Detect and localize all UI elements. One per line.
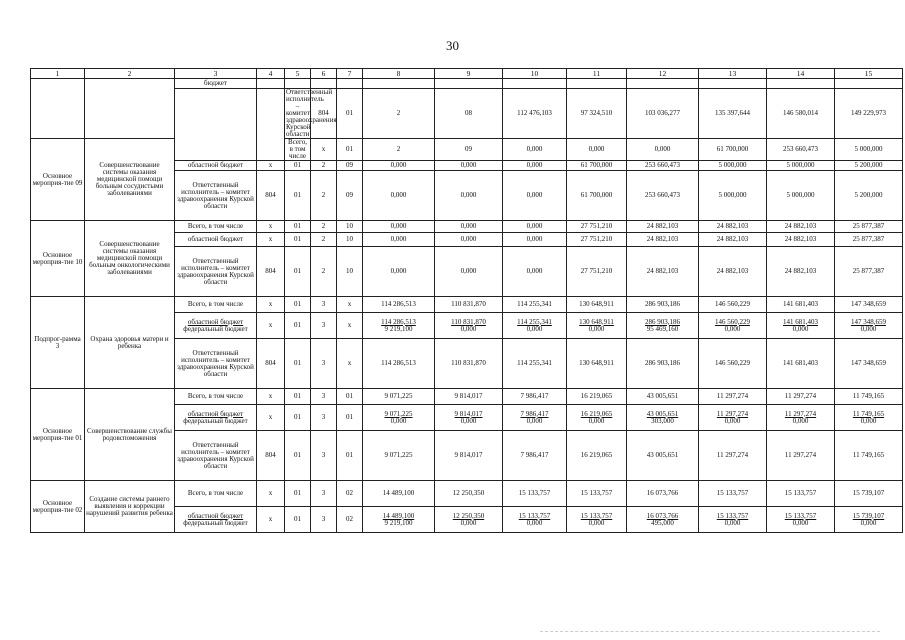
budget-table (30, 68, 903, 533)
amount-cell: 24 882,103 (767, 247, 835, 297)
amount-cell: 24 882,103 (767, 221, 835, 233)
grbs-code-cell: х (257, 297, 285, 313)
funding-source-cell (175, 313, 257, 339)
funding-source-cell: Ответственный исполнитель – комитет здравоохранения Курской области (175, 171, 257, 221)
amount-cell: 5 000,000 (699, 171, 767, 221)
amount-federal: 0,000 (588, 416, 605, 425)
amount-cell: 9 071,225 (363, 389, 435, 405)
amount-federal: 9 219,100 (384, 518, 413, 527)
amount-federal: 495,000 (651, 518, 674, 527)
amount-regional: 14 489,100 (382, 511, 415, 520)
amount-cell: 146 560,229 (699, 339, 767, 389)
amount-cell: 0,000 (435, 161, 503, 171)
rz-code-cell: 01 (285, 233, 311, 247)
funding-source-cell: Всего, в том числе (175, 389, 257, 405)
funding-source-regional: областной бюджет (187, 511, 244, 520)
amount-regional: 9 071,225 (384, 409, 413, 418)
amount-cell: 0,000 (503, 161, 567, 171)
amount-cell: 25 877,387 (835, 221, 903, 233)
pr-code-cell: 3 (311, 297, 337, 313)
amount-federal: 0,000 (526, 324, 543, 333)
csr-code-cell: 10 (337, 247, 363, 297)
amount-federal: 0,000 (860, 416, 877, 425)
amount-cell: 0,000 (363, 161, 435, 171)
funding-source-cell: Ответственный исполнитель – комитет здравоохранения Курской области (175, 431, 257, 481)
amount-cell: 24 882,103 (627, 247, 699, 297)
amount-regional: 16 073,766 (646, 511, 679, 520)
amount-cell: 0,000 (363, 221, 435, 233)
amount-cell (699, 405, 767, 431)
amount-federal: 0,000 (460, 416, 477, 425)
amount-cell: 141 681,403 (767, 339, 835, 389)
amount-cell: 0,000 (503, 171, 567, 221)
amount-regional: 15 133,757 (518, 511, 551, 520)
csr-code-cell: 09 (337, 171, 363, 221)
empty-cell (337, 79, 363, 89)
rz-code-cell: 01 (285, 221, 311, 233)
amount-cell: 103 036,277 (627, 89, 699, 139)
amount-cell (567, 405, 627, 431)
table-row (31, 139, 903, 161)
page-number: 30 (446, 38, 459, 53)
amount-federal: 0,000 (460, 324, 477, 333)
program-cell (175, 89, 257, 161)
amount-federal: 0,000 (792, 416, 809, 425)
amount-federal: 0,000 (588, 518, 605, 527)
funding-source-federal: федеральный бюджет (183, 416, 248, 425)
amount-cell: 27 751,210 (567, 221, 627, 233)
amount-cell: 25 877,387 (835, 247, 903, 297)
amount-cell: 0,000 (363, 171, 435, 221)
amount-cell: 0,000 (435, 221, 503, 233)
column-header: 13 (699, 69, 767, 79)
amount-cell: 5 000,000 (767, 161, 835, 171)
amount-cell: 0,000 (503, 221, 567, 233)
amount-cell (627, 507, 699, 533)
amount-cell: 112 476,103 (503, 89, 567, 139)
amount-cell: 5 000,000 (835, 139, 903, 161)
table-row (31, 221, 903, 233)
amount-cell: 253 660,473 (627, 161, 699, 171)
amount-cell: 61 700,000 (567, 161, 627, 171)
amount-cell: 24 882,103 (699, 221, 767, 233)
description-cell (257, 89, 285, 161)
funding-source-cell: Всего, в том числе (285, 139, 311, 161)
table-row (31, 481, 903, 507)
grbs-code-cell: х (257, 161, 285, 171)
pr-code-cell: 2 (311, 233, 337, 247)
pr-code-cell: 3 (311, 431, 337, 481)
amount-regional: 11 297,274 (716, 409, 749, 418)
program-cell: Основное мероприя-тие 09 (31, 139, 85, 221)
grbs-code-cell: х (311, 139, 337, 161)
amount-cell (699, 313, 767, 339)
grbs-code-cell: 804 (257, 247, 285, 297)
empty-cell (503, 79, 567, 89)
column-header: 3 (175, 69, 257, 79)
amount-federal: 0,000 (724, 324, 741, 333)
pr-code-cell: 3 (311, 405, 337, 431)
amount-cell: 110 831,870 (435, 339, 503, 389)
amount-cell (503, 313, 567, 339)
amount-cell: 114 286,513 (363, 339, 435, 389)
amount-federal: 0,000 (724, 518, 741, 527)
amount-federal: 0,000 (390, 416, 407, 425)
pr-code-cell: 3 (311, 313, 337, 339)
amount-regional: 15 133,757 (580, 511, 613, 520)
program-cell: Основное мероприя-тие 02 (31, 481, 85, 533)
amount-regional: 15 739,107 (852, 511, 885, 520)
amount-regional: 7 986,417 (520, 409, 549, 418)
amount-cell: 15 739,107 (835, 481, 903, 507)
csr-code-cell: 01 (337, 405, 363, 431)
column-header: 2 (85, 69, 175, 79)
rz-code-cell: 01 (285, 313, 311, 339)
amount-cell: 27 751,210 (567, 247, 627, 297)
column-header: 12 (627, 69, 699, 79)
amount-cell: 0,000 (363, 233, 435, 247)
pr-code-cell: 2 (311, 247, 337, 297)
amount-cell: 11 297,274 (699, 389, 767, 405)
funding-source-cell (175, 405, 257, 431)
amount-cell: 0,000 (503, 233, 567, 247)
amount-cell: 5 200,000 (835, 161, 903, 171)
pr-code-cell: 3 (311, 507, 337, 533)
column-header: 10 (503, 69, 567, 79)
csr-code-cell: 09 (435, 139, 503, 161)
csr-code-cell: 10 (337, 221, 363, 233)
csr-code-cell: х (337, 339, 363, 389)
amount-regional: 141 681,403 (783, 317, 818, 326)
amount-cell (567, 313, 627, 339)
amount-regional: 12 250,350 (452, 511, 485, 520)
funding-source-cell: Всего, в том числе (175, 221, 257, 233)
amount-cell: 5 000,000 (699, 161, 767, 171)
empty-cell (363, 79, 435, 89)
amount-federal: 0,000 (460, 518, 477, 527)
amount-cell: 0,000 (363, 247, 435, 297)
amount-regional: 130 648,911 (579, 317, 614, 326)
amount-cell: 147 348,659 (835, 339, 903, 389)
amount-cell (363, 313, 435, 339)
column-header: 9 (435, 69, 503, 79)
csr-code-cell: 08 (435, 89, 503, 139)
column-header: 1 (31, 69, 85, 79)
column-header: 4 (257, 69, 285, 79)
amount-cell: 253 660,473 (767, 139, 835, 161)
pr-code-cell: 3 (311, 339, 337, 389)
amount-regional: 9 814,017 (454, 409, 483, 418)
amount-cell: 15 133,757 (699, 481, 767, 507)
amount-cell: 0,000 (435, 247, 503, 297)
csr-code-cell: 09 (337, 161, 363, 171)
empty-cell (435, 79, 503, 89)
rz-code-cell: 01 (285, 389, 311, 405)
amount-cell: 9 814,017 (435, 389, 503, 405)
program-cell: Подпрог-рамма 3 (31, 297, 85, 389)
amount-regional: 15 133,757 (784, 511, 817, 520)
amount-cell: 7 986,417 (503, 431, 567, 481)
amount-federal: 95 469,160 (646, 324, 679, 333)
empty-cell (835, 79, 903, 89)
pr-code-cell: 3 (311, 481, 337, 507)
description-cell: Создание системы раннего выявления и коррекции нарушений развития ребенка (85, 481, 175, 533)
amount-cell: 149 229,973 (835, 89, 903, 139)
amount-cell: 286 903,186 (627, 339, 699, 389)
csr-code-cell: 02 (337, 481, 363, 507)
amount-federal: 0,000 (792, 324, 809, 333)
column-header: 7 (337, 69, 363, 79)
empty-cell (257, 79, 285, 89)
grbs-code-cell: 804 (257, 171, 285, 221)
funding-source-cell: бюджет (175, 79, 257, 89)
amount-cell: 0,000 (435, 171, 503, 221)
amount-cell: 97 324,510 (567, 89, 627, 139)
description-cell: Охрана здоровья матери и ребенка (85, 297, 175, 389)
rz-code-cell: 01 (285, 247, 311, 297)
amount-cell (627, 405, 699, 431)
rz-code-cell: 01 (337, 89, 363, 139)
amount-cell (363, 405, 435, 431)
grbs-code-cell: х (257, 389, 285, 405)
amount-cell: 12 250,350 (435, 481, 503, 507)
csr-code-cell: 01 (337, 389, 363, 405)
amount-regional: 15 133,757 (716, 511, 749, 520)
column-header: 8 (363, 69, 435, 79)
description-cell: Совершенствование системы оказания медицинской помощи больным сосудистыми заболеваниями (85, 139, 175, 221)
amount-federal: 0,000 (860, 324, 877, 333)
scan-artifact (540, 631, 880, 634)
amount-cell: 24 882,103 (767, 233, 835, 247)
amount-cell (435, 313, 503, 339)
amount-cell (767, 405, 835, 431)
rz-code-cell: 01 (285, 507, 311, 533)
amount-cell: 114 286,513 (363, 297, 435, 313)
funding-source-cell (175, 507, 257, 533)
amount-federal: 0,000 (724, 416, 741, 425)
funding-source-cell: Ответственный исполнитель – комитет здравоохранения Курской области (175, 247, 257, 297)
column-header: 6 (311, 69, 337, 79)
rz-code-cell: 01 (285, 431, 311, 481)
table-row (31, 389, 903, 405)
grbs-code-cell: х (257, 405, 285, 431)
table-row (31, 79, 903, 89)
column-header: 15 (835, 69, 903, 79)
amount-cell (503, 405, 567, 431)
amount-cell (435, 507, 503, 533)
amount-cell: 61 700,000 (699, 139, 767, 161)
amount-cell: 24 882,103 (627, 221, 699, 233)
amount-cell: 130 648,911 (567, 297, 627, 313)
funding-source-cell: Ответственный исполнитель – комитет здравоохранения Курской области (175, 339, 257, 389)
amount-cell (503, 507, 567, 533)
program-cell: Основное мероприя-тие 10 (31, 221, 85, 297)
amount-cell (363, 507, 435, 533)
amount-cell: 25 877,387 (835, 233, 903, 247)
amount-cell (835, 405, 903, 431)
amount-cell: 11 749,165 (835, 389, 903, 405)
empty-cell (311, 79, 337, 89)
amount-regional: 114 255,341 (517, 317, 552, 326)
grbs-code-cell: 804 (257, 339, 285, 389)
csr-code-cell: х (337, 297, 363, 313)
amount-regional: 43 005,651 (646, 409, 679, 418)
amount-federal: 0,000 (792, 518, 809, 527)
amount-cell: 253 660,473 (627, 171, 699, 221)
amount-cell (627, 313, 699, 339)
rz-code-cell: 01 (285, 405, 311, 431)
empty-cell (567, 79, 627, 89)
amount-regional: 11 749,165 (852, 409, 885, 418)
amount-federal: 303,000 (651, 416, 674, 425)
amount-cell: 24 882,103 (699, 247, 767, 297)
program-cell: Основное мероприя-тие 01 (31, 389, 85, 481)
pr-code-cell: 2 (311, 171, 337, 221)
amount-cell: 11 297,274 (767, 389, 835, 405)
pr-code-cell: 2 (311, 221, 337, 233)
amount-cell: 286 903,186 (627, 297, 699, 313)
amount-regional: 11 297,274 (784, 409, 817, 418)
empty-cell (627, 79, 699, 89)
amount-cell: 16 219,065 (567, 431, 627, 481)
amount-cell: 114 255,341 (503, 339, 567, 389)
empty-cell (285, 79, 311, 89)
description-cell: Совершенствование службы родовспоможения (85, 389, 175, 481)
rz-code-cell: 01 (285, 297, 311, 313)
column-header: 14 (767, 69, 835, 79)
csr-code-cell: 01 (337, 431, 363, 481)
amount-cell (835, 313, 903, 339)
grbs-code-cell: х (257, 481, 285, 507)
description-cell (85, 79, 175, 139)
rz-code-cell: 01 (285, 161, 311, 171)
grbs-code-cell: 804 (257, 431, 285, 481)
amount-federal: 0,000 (526, 518, 543, 527)
amount-cell: 0,000 (503, 139, 567, 161)
empty-cell (699, 79, 767, 89)
amount-cell: 130 648,911 (567, 339, 627, 389)
column-header: 5 (285, 69, 311, 79)
amount-cell: 11 297,274 (699, 431, 767, 481)
amount-cell: 15 133,757 (567, 481, 627, 507)
pr-code-cell: 3 (311, 389, 337, 405)
amount-cell: 0,000 (567, 139, 627, 161)
amount-cell: 9 071,225 (363, 431, 435, 481)
grbs-code-cell: х (257, 313, 285, 339)
amount-regional: 110 831,870 (451, 317, 486, 326)
grbs-code-cell: х (257, 233, 285, 247)
amount-cell: 5 000,000 (767, 171, 835, 221)
amount-cell: 0,000 (503, 247, 567, 297)
amount-cell: 16 219,065 (567, 389, 627, 405)
funding-source-federal: федеральный бюджет (183, 518, 248, 527)
amount-cell: 7 986,417 (503, 389, 567, 405)
amount-cell (435, 405, 503, 431)
rz-code-cell: 01 (337, 139, 363, 161)
rz-code-cell: 01 (285, 339, 311, 389)
amount-regional: 16 219,065 (580, 409, 613, 418)
pr-code-cell: 2 (363, 89, 435, 139)
amount-cell: 14 489,100 (363, 481, 435, 507)
amount-cell: 11 749,165 (835, 431, 903, 481)
amount-regional: 286 903,186 (645, 317, 680, 326)
amount-cell: 0,000 (435, 233, 503, 247)
amount-cell: 5 200,000 (835, 171, 903, 221)
amount-cell: 43 005,651 (627, 389, 699, 405)
empty-cell (767, 79, 835, 89)
csr-code-cell: х (337, 313, 363, 339)
amount-cell (835, 507, 903, 533)
description-cell: Совершенствование системы оказания медицинской помощи больным онкологическими заболеваниями (85, 221, 175, 297)
funding-source-cell: Всего, в том числе (175, 481, 257, 507)
amount-cell (767, 507, 835, 533)
amount-federal: 0,000 (860, 518, 877, 527)
funding-source-cell: областной бюджет (175, 161, 257, 171)
funding-source-cell: областной бюджет (175, 233, 257, 247)
amount-cell: 15 133,757 (767, 481, 835, 507)
amount-federal: 9 219,100 (384, 324, 413, 333)
csr-code-cell: 02 (337, 507, 363, 533)
csr-code-cell: 10 (337, 233, 363, 247)
amount-cell: 9 814,017 (435, 431, 503, 481)
column-header: 11 (567, 69, 627, 79)
funding-source-regional: областной бюджет (187, 317, 244, 326)
pr-code-cell: 2 (311, 161, 337, 171)
amount-cell (567, 507, 627, 533)
amount-cell: 61 700,000 (567, 171, 627, 221)
grbs-code-cell: х (257, 221, 285, 233)
amount-cell: 11 297,274 (767, 431, 835, 481)
amount-cell: 24 882,103 (627, 233, 699, 247)
header-row (31, 69, 903, 79)
program-cell (31, 79, 85, 139)
funding-source-federal: федеральный бюджет (183, 324, 248, 333)
amount-cell: 146 560,229 (699, 297, 767, 313)
amount-cell: 147 348,659 (835, 297, 903, 313)
funding-source-regional: областной бюджет (187, 409, 244, 418)
amount-federal: 0,000 (526, 416, 543, 425)
amount-cell: 146 580,014 (767, 89, 835, 139)
amount-cell: 27 751,210 (567, 233, 627, 247)
amount-cell: 141 681,403 (767, 297, 835, 313)
pr-code-cell: 2 (363, 139, 435, 161)
amount-regional: 146 560,229 (715, 317, 750, 326)
grbs-code-cell: 804 (311, 89, 337, 139)
grbs-code-cell: х (257, 507, 285, 533)
amount-federal: 0,000 (588, 324, 605, 333)
funding-source-cell: Ответственный исполнитель – комитет здравоохранения Курской области (286, 88, 337, 138)
amount-cell: 15 133,757 (503, 481, 567, 507)
amount-cell: 114 255,341 (503, 297, 567, 313)
rz-code-cell: 01 (285, 171, 311, 221)
rz-code-cell: 01 (285, 481, 311, 507)
amount-cell: 16 073,766 (627, 481, 699, 507)
amount-regional: 114 286,513 (381, 317, 416, 326)
table-row (31, 297, 903, 313)
amount-regional: 147 348,659 (851, 317, 886, 326)
funding-source-cell: Всего, в том числе (175, 297, 257, 313)
amount-cell: 0,000 (627, 139, 699, 161)
amount-cell: 43 005,651 (627, 431, 699, 481)
amount-cell: 135 397,644 (699, 89, 767, 139)
amount-cell (699, 507, 767, 533)
amount-cell (767, 313, 835, 339)
amount-cell: 24 882,103 (699, 233, 767, 247)
amount-cell: 110 831,870 (435, 297, 503, 313)
